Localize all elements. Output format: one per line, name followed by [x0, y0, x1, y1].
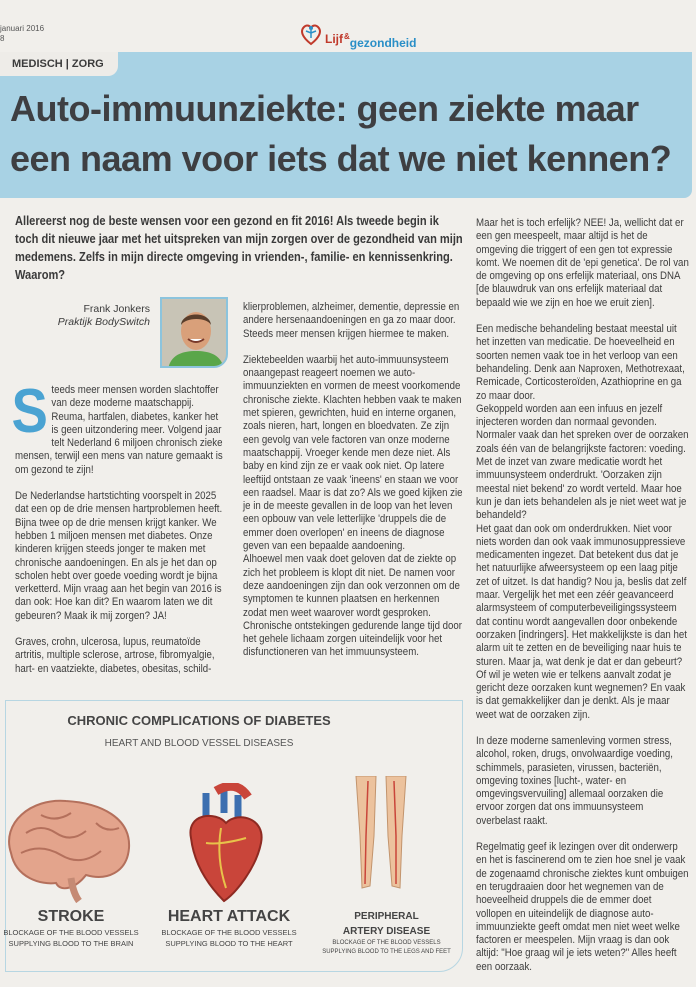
page-number: 8: [0, 34, 5, 43]
paragraph: Gekoppeld worden aan een infuus en jezelf injecteren worden dan normaal gevonden. Normaler vaak dan het spreken over de oorzaken zoals één van de belangrijkste factoren: voeding. Met de inzet van zware medicatie wordt het immuunsysteem onderdrukt. 'Oorzaken zijn meestal niet bekend' zo wordt verteld. Maar hoe kun je dan iets behandelen als je niet weet wat je behandeld?: [476, 402, 689, 522]
heart-attack-caption: [154, 907, 304, 949]
paragraph: Of wil je weten wie er telkens aanvalt zodat je gericht deze oorzaken kunt wegnemen? En vaak is dat gemakkelijker dan je denkt. Als je maar weet wat de oorzaken zijn.: [476, 668, 686, 721]
paragraph: klierproblemen, alzheimer, dementie, depressie en andere hersenaandoeningen en ga zo maar door. Steeds meer mensen krijgen hiermee te maken.: [243, 301, 460, 340]
author-name: Frank Jonkers: [83, 303, 150, 315]
paragraph: Maar het is toch erfelijk? NEE! Ja, wellicht dat er een gen meespeelt, maar altijd is het de omgeving die triggert of een gen tot expressie komt. We noemen dit de 'epi genetica'. De rol van de omgeving op ons erfelijk materiaal, ons DNA [de blauwdruk van ons erfelijk materiaal dat bepaald wie we zijn en hoe we eruit zien].: [476, 217, 689, 309]
infographic-subtitle: HEART AND BLOOD VESSEL DISEASES: [104, 738, 294, 749]
magazine-logo: [300, 22, 417, 50]
date-text: januari 2016: [0, 24, 45, 33]
column-3: [476, 217, 690, 987]
author-photo: [160, 297, 228, 368]
paragraph: Ziektebeelden waarbij het auto-immuunsysteem onaangepast reageert noemen we auto-immuunziekten en vormen de meest voorkomende chronische ziekte. Klachten hebben vaak te maken met spieren, gewrichten, huid en interne organen, zoals nieren, hart, longen en bloedvaten. Ze zijn een gevolg van vele factoren van onze moderne maatschappij. Vroeger kende men deze niet. Als baby en kind zijn ze er vaak ook niet. Op latere leeftijd ontstaan ze vaak 'ineens' en staan we voor een raadsel. Maar is dat zo? Als we goed kijken zie je in de meeste gevallen in de loop van het leven een opbouw van vele letterlijke 'druppels die de emmer doen overlopen' en ineens de diagnose geven van een bepaalde aandoening.: [243, 353, 463, 553]
pad-desc: SUPPLYING BLOOD TO THE LEGS AND FEET: [322, 949, 451, 955]
pad-desc: BLOCKAGE OF THE BLOOD VESSELS: [332, 940, 441, 946]
heart-attack-desc: SUPPLYING BLOOD TO THE HEART: [165, 939, 293, 948]
logo-text-gezondheid: [344, 32, 417, 50]
logo-text-lijf: Lijf: [325, 32, 343, 46]
paragraph: Een medische behandeling bestaat meestal uit het inzetten van medicatie. De hoeveelheid en soorten nemen vaak toe in het verloop van een behandeling. Denk aan Naproxen, Methotrexaat, Remicade, Corticosteroïden, Azathioprine en ga zo maar door.: [476, 323, 685, 402]
paragraph: teeds meer mensen worden slachtoffer van deze moderne maatschappij. Reuma, hartfalen, diabetes, kanker het is geen uitzondering meer. Volgend jaar telt Nederland 6 miljoen chronisch zieke mensen, terwijl een mens van nature gemaakt is om gezond te zijn!: [15, 384, 223, 476]
pad-caption: [314, 909, 459, 957]
stroke-label: STROKE: [37, 908, 105, 925]
infographic-title: CHRONIC COMPLICATIONS OF DIABETES: [67, 713, 331, 728]
stroke-caption: [0, 907, 146, 949]
paragraph: Regelmatig geef ik lezingen over dit onderwerp en het is fascinerend om te zien hoe snel je vaak de zogenaamd chronische ziektes kunt ombuigen en terugdraaien door het wegnemen van de hoeveelheid druppels die de emmer doet vollopen en uiteindelijk de diagnose auto-immuunziekte geeft omdat men niet weet welke factoren er meespelen. Mijn vraag is dan ook altijd: "Hoe graag wil je iets weten?" Alles heeft een oorzaak.: [476, 841, 689, 973]
heart-illustration-icon: [176, 783, 271, 903]
pad-label: ARTERY DISEASE: [342, 926, 431, 937]
article-title: Auto-immuunziekte: geen ziekte maar een naam voor iets dat we niet kennen?: [10, 88, 672, 179]
drop-cap: S: [11, 377, 48, 446]
heart-attack-label: HEART ATTACK: [167, 908, 291, 925]
author-byline: [20, 303, 150, 329]
column-2: [243, 301, 463, 673]
paragraph: De Nederlandse hartstichting voorspelt in 2025 dat een op de drie mensen hartproblemen heeft. Bijna twee op de drie mensen krijgt kanker. We hebben 1 miljoen mensen met diabetes. Onze kinderen krijgen steeds jonger te maken met chronische aandoeningen. En als je het dan op scholen hebt over goede voeding wordt je bijna verketterd. Mijn vraag aan het begin van 2016 is dan ook: Hoe kan dit? En waarom laten we dit gebeuren? Maak ik mij zorgen? JA!: [15, 490, 223, 622]
paragraph: In deze moderne samenleving vormen stress, alcohol, roken, drugs, onvolwaardige voeding, schimmels, parasieten, virussen, bacteriën, omgeving toxines [lucht-, water- en omgevingsvervuiling] allemaal oorzaken die ervoor zorgen dat ons immuunsysteem overbelast raakt.: [476, 734, 673, 827]
paragraph: Graves, crohn, ulcerosa, lupus, reumatoïde artritis, multiple sclerose, artrose, fibromyalgie, hart- en vaatziekte, diabetes, obesitas, schild-: [15, 636, 215, 675]
logo-word: gezondheid: [349, 36, 417, 50]
article-intro: Allereerst nog de beste wensen voor een gezond en fit 2016! Als tweede begin ik toch dit nieuwe jaar met het uitspreken van mijn zorgen over de gezondheid van mijn medemens. Zelfs in mijn directe omgeving in vrienden-, familie- en kennissenkring. Waarom?: [15, 214, 463, 282]
stroke-desc: SUPPLYING BLOOD TO THE BRAIN: [8, 939, 134, 948]
paragraph: Alhoewel men vaak doet geloven dat de ziekte op zich het probleem is klopt dit niet. De namen voor deze aandoeningen zijn dan ook verzonnen om de symptomen te kunnen plaatsen en herkennen zodat men weet waarover wordt gesproken. Chronische ontstekingen gedurende lange tijd door het gehele lichaam zorgen uiteindelijk voor het disfunctioneren van het immuunsysteem.: [243, 553, 463, 659]
pad-label: PERIPHERAL: [354, 911, 419, 922]
logo-amp: &: [344, 32, 350, 41]
section-tag: MEDISCH | ZORG: [0, 52, 118, 76]
paragraph: Het gaat dan ook om onderdrukken. Niet voor niets worden dan ook vaak immunosuppressieve medicamenten ingezet. Dat betekent dus dat je het natuurlijke afweersysteem op een laag pitje zet of uitzet. Is dat handig? Nou ja, beslis dat zelf maar. Vergelijk het met een zéér geavanceerd alarmsysteem of computerbeveiligingssysteem dat continu wordt aangevallen door onbekende oorzaken [indringers]. Het makkelijkste is dan het alarm uit te zetten en de beveiliging naar huis te sturen. Maar ja, wat denk je dat er dan gebeurt?: [476, 522, 687, 668]
stroke-desc: BLOCKAGE OF THE BLOOD VESSELS: [3, 928, 139, 937]
logo-heart-figure-icon: [300, 22, 322, 46]
brain-illustration-icon: [1, 793, 136, 903]
heart-attack-desc: BLOCKAGE OF THE BLOOD VESSELS: [161, 928, 297, 937]
legs-illustration-icon: [346, 776, 416, 906]
issue-date: [0, 24, 44, 44]
column-1: [11, 377, 227, 689]
diabetes-infographic: [5, 700, 463, 972]
author-role: Praktijk BodySwitch: [57, 316, 150, 328]
